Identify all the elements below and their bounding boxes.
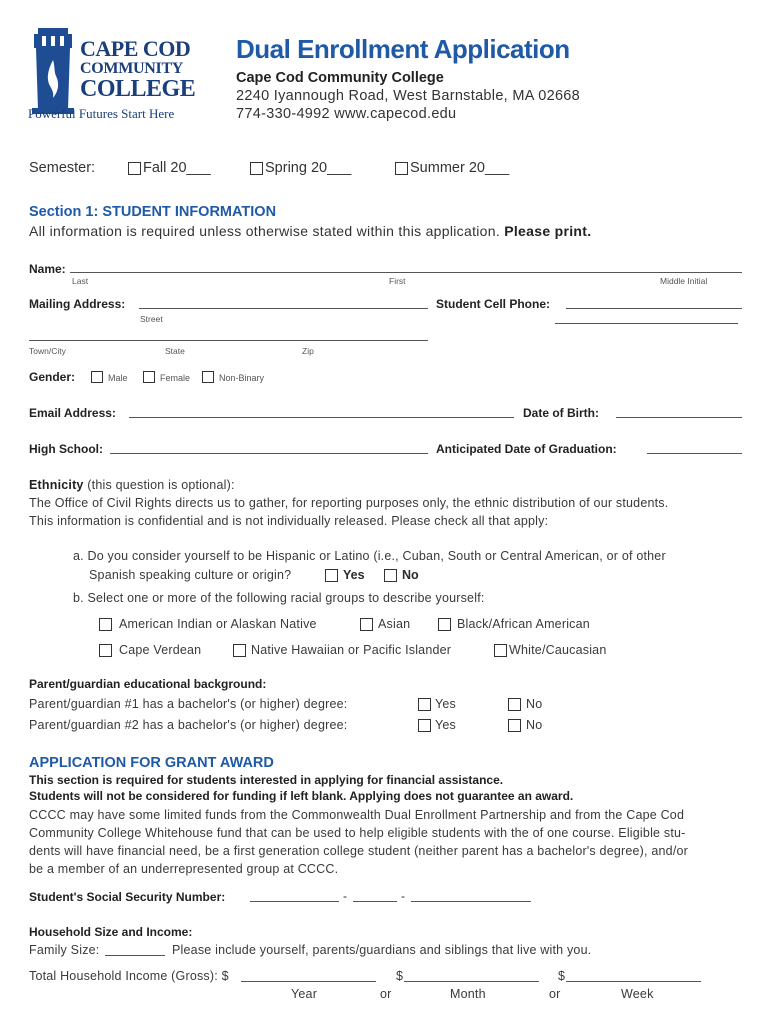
parents-title: Parent/guardian educational background: [29, 677, 267, 691]
section1-title: Section 1: STUDENT INFORMATION [29, 204, 277, 220]
logo-line1: CAPE COD [80, 36, 191, 61]
family-size-field[interactable] [105, 955, 165, 956]
ssn-field-1[interactable] [250, 901, 339, 902]
school-label: High School: [29, 442, 103, 456]
logo-line3: COLLEGE [80, 76, 196, 102]
ssn-dash-1: - [343, 889, 347, 903]
nonbinary-label: Non-Binary [219, 373, 265, 383]
parent1-no-label: No [526, 697, 543, 711]
income-month-field[interactable] [404, 981, 539, 982]
street-field[interactable] [139, 308, 428, 309]
page-title: Dual Enrollment Application [236, 34, 570, 64]
race-checkbox-black[interactable] [438, 618, 451, 631]
ethnicity-label: Ethnicity [29, 478, 84, 492]
hispanic-question-2: Spanish speaking culture or origin? [89, 568, 292, 582]
hispanic-no-checkbox[interactable] [384, 569, 397, 582]
female-checkbox[interactable] [143, 371, 155, 383]
income-dollar-2: $ [396, 969, 404, 983]
logo-line2: COMMUNITY [80, 60, 184, 77]
section1-intro-bold: Please print. [504, 223, 592, 239]
section1-intro-text: All information is required unless otherwise stated within this application. [29, 223, 501, 239]
semester-label: Semester: [29, 160, 96, 176]
ssn-dash-2: - [401, 889, 405, 903]
parent1-yes-label: Yes [435, 697, 456, 711]
mailing-label: Mailing Address: [29, 297, 126, 311]
income-or-1: or [380, 987, 392, 1001]
race-label-white: White/Caucasian [509, 643, 607, 657]
cell-field[interactable] [566, 308, 742, 309]
grant-para-4: be a member of an underrepresented group at CCCC. [29, 862, 339, 876]
hispanic-question-1: a. Do you consider yourself to be Hispanic or Latino (i.e., Cuban, South or Central American, or of other [73, 549, 666, 563]
parent2-question: Parent/guardian #2 has a bachelor's (or higher) degree: [29, 718, 348, 732]
income-year-caption: Year [291, 987, 318, 1001]
ethnicity-heading [29, 478, 235, 492]
cell-label: Student Cell Phone: [436, 297, 550, 311]
ssn-label: Student's Social Security Number: [29, 890, 226, 904]
grad-label: Anticipated Date of Graduation: [436, 442, 617, 456]
street-caption: Street [140, 314, 163, 324]
college-contact: 774-330-4992 www.capecod.edu [236, 106, 457, 122]
race-label-asian: Asian [378, 617, 411, 631]
parent2-no-checkbox[interactable] [508, 719, 521, 732]
grant-bold-2: Students will not be considered for funding if left blank. Applying does not guarantee an award. [29, 789, 574, 803]
race-question: b. Select one or more of the following racial groups to describe yourself: [73, 591, 485, 605]
income-year-field[interactable] [241, 981, 376, 982]
fall-checkbox[interactable] [128, 162, 141, 175]
family-size-label: Family Size: [29, 943, 100, 957]
gender-label: Gender: [29, 370, 76, 384]
ssn-field-3[interactable] [411, 901, 531, 902]
hispanic-no-label: No [402, 568, 419, 582]
income-label: Total Household Income (Gross): $ [29, 969, 229, 983]
race-label-cape-verdean: Cape Verdean [119, 643, 202, 657]
dob-label: Date of Birth: [523, 406, 599, 420]
household-title: Household Size and Income: [29, 925, 193, 939]
female-label: Female [160, 373, 191, 383]
grant-para-3: dents will have financial need, be a first generation college student (neither parent has a bachelor's degree), and/or [29, 844, 689, 858]
cell-field-2[interactable] [555, 323, 738, 324]
family-size-note: Please include yourself, parents/guardians and siblings that live with you. [172, 943, 592, 957]
male-checkbox[interactable] [91, 371, 103, 383]
state-caption: State [165, 346, 185, 356]
income-dollar-3: $ [558, 969, 566, 983]
income-week-field[interactable] [566, 981, 701, 982]
school-field[interactable] [110, 453, 428, 454]
race-label-american-indian: American Indian or Alaskan Native [119, 617, 317, 631]
zip-caption: Zip [302, 346, 314, 356]
race-label-hawaiian: Native Hawaiian or Pacific Islander [251, 643, 452, 657]
college-name: Cape Cod Community College [236, 70, 444, 86]
name-first-caption: First [389, 276, 406, 286]
hispanic-yes-label: Yes [343, 568, 365, 582]
spring-checkbox[interactable] [250, 162, 263, 175]
income-month-caption: Month [450, 987, 486, 1001]
race-checkbox-hawaiian[interactable] [233, 644, 246, 657]
race-label-black: Black/African American [457, 617, 590, 631]
name-field[interactable] [70, 272, 742, 273]
nonbinary-checkbox[interactable] [202, 371, 214, 383]
parent1-no-checkbox[interactable] [508, 698, 521, 711]
spring-label: Spring 20___ [265, 160, 352, 176]
grant-para-1: CCCC may have some limited funds from the Commonwealth Dual Enrollment Partnership and from the Cape Cod [29, 808, 685, 822]
parent1-question: Parent/guardian #1 has a bachelor's (or higher) degree: [29, 697, 348, 711]
parent2-yes-checkbox[interactable] [418, 719, 431, 732]
name-last-caption: Last [72, 276, 89, 286]
summer-label: Summer 20___ [410, 160, 510, 176]
ethnicity-optional: (this question is optional): [87, 478, 235, 492]
hispanic-yes-checkbox[interactable] [325, 569, 338, 582]
grant-title: APPLICATION FOR GRANT AWARD [29, 755, 274, 771]
email-field[interactable] [129, 417, 514, 418]
email-label: Email Address: [29, 406, 116, 420]
name-label: Name: [29, 262, 66, 276]
college-address: 2240 Iyannough Road, West Barnstable, MA 02668 [236, 88, 581, 104]
race-checkbox-cape-verdean[interactable] [99, 644, 112, 657]
ethnicity-line1: The Office of Civil Rights directs us to gather, for reporting purposes only, the ethnic distribution of our students. [29, 496, 669, 510]
name-middle-caption: Middle Initial [660, 276, 708, 286]
parent1-yes-checkbox[interactable] [418, 698, 431, 711]
income-or-2: or [549, 987, 561, 1001]
town-field[interactable] [29, 340, 428, 341]
male-label: Male [108, 373, 128, 383]
dob-field[interactable] [616, 417, 742, 418]
grant-para-2: Community College Whitehouse fund that can be used to help eligible students with the of one course. Eligible stu- [29, 826, 686, 840]
parent2-yes-label: Yes [435, 718, 456, 732]
grant-bold-1: This section is required for students interested in applying for financial assistance. [29, 773, 504, 787]
summer-checkbox[interactable] [395, 162, 408, 175]
grad-field[interactable] [647, 453, 742, 454]
parent2-no-label: No [526, 718, 543, 732]
race-checkbox-american-indian[interactable] [99, 618, 112, 631]
college-logo [28, 26, 203, 126]
logo-tagline: Powerful Futures Start Here [28, 106, 175, 121]
town-caption: Town/City [29, 346, 66, 356]
income-week-caption: Week [621, 987, 654, 1001]
section1-intro [29, 223, 591, 239]
lighthouse-icon [28, 26, 78, 114]
ssn-field-2[interactable] [353, 901, 397, 902]
race-checkbox-white[interactable] [494, 644, 507, 657]
race-checkbox-asian[interactable] [360, 618, 373, 631]
fall-label: Fall 20___ [143, 160, 211, 176]
ethnicity-line2: This information is confidential and is not individually released. Please check all that apply: [29, 514, 549, 528]
